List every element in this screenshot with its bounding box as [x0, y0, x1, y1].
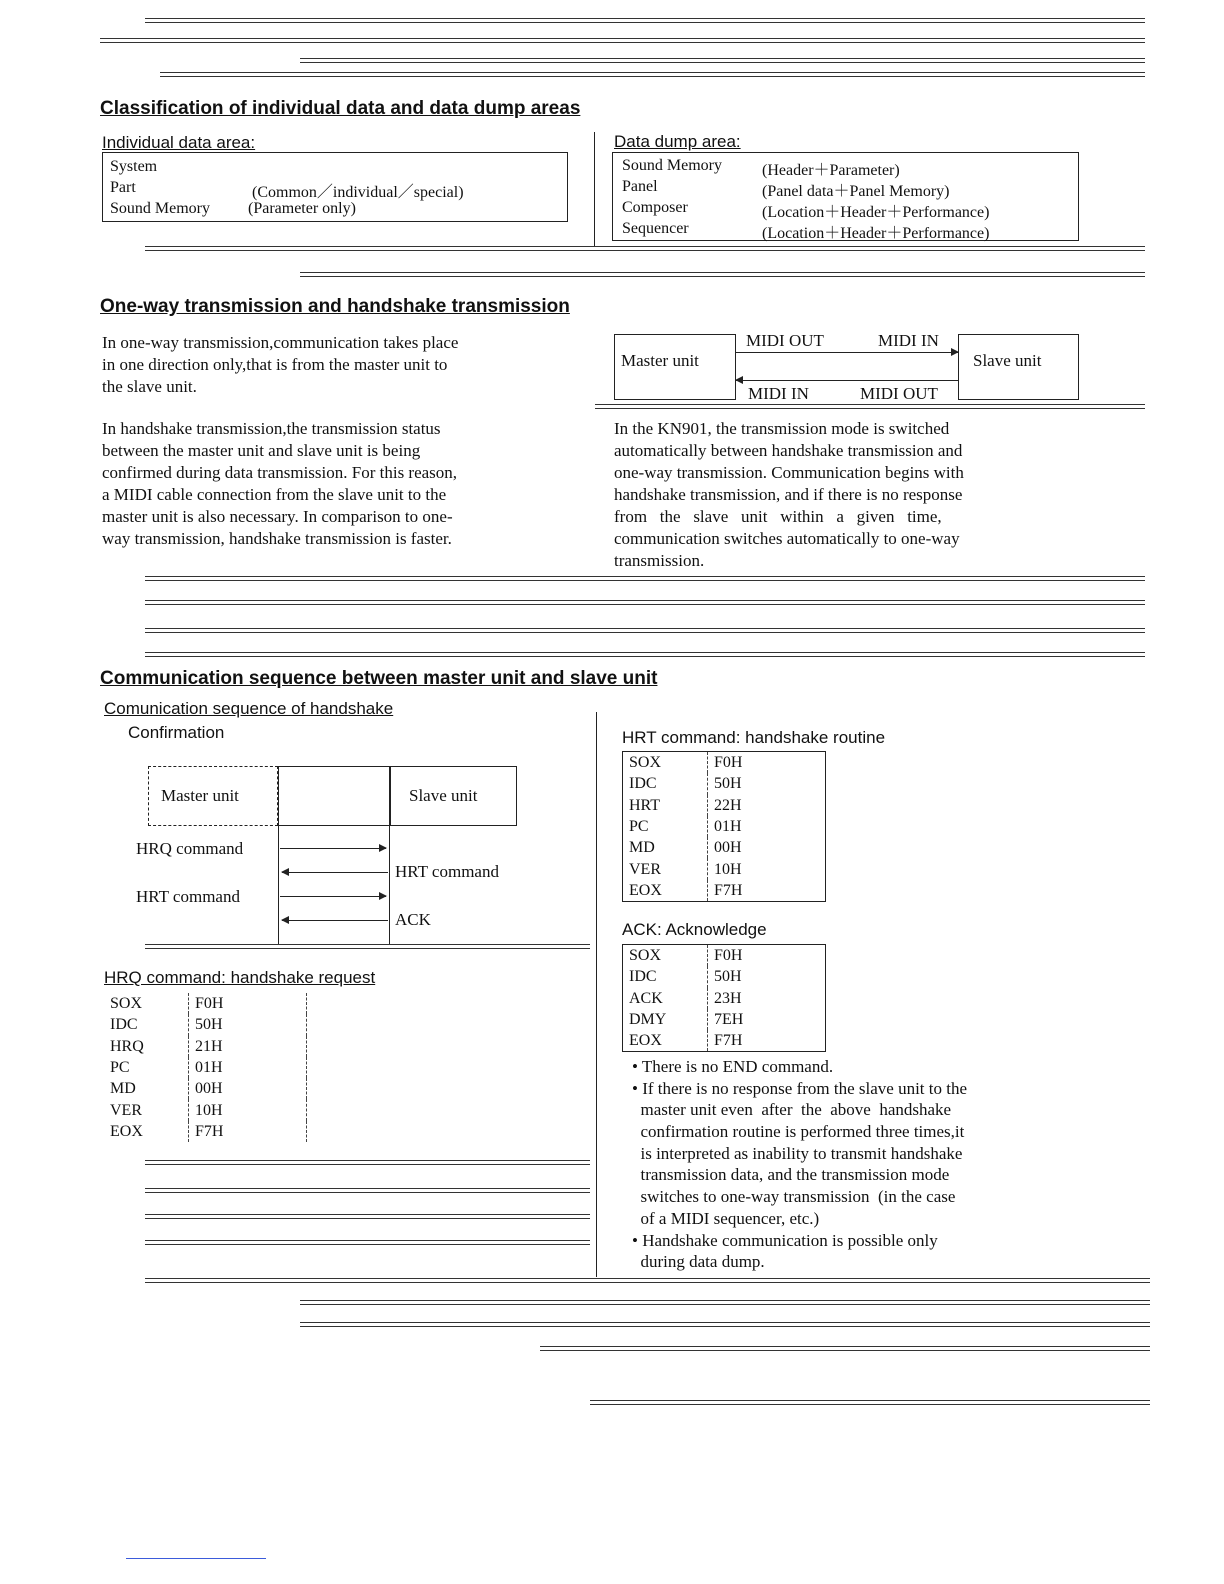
hrq-key: VER: [104, 1099, 189, 1120]
note-line: master unit even after the above handshake: [632, 1100, 952, 1119]
confirmation-label: Confirmation: [128, 723, 225, 742]
dump-row-name: Panel: [622, 178, 658, 195]
dump-row-desc: (Header＋Parameter): [762, 162, 900, 179]
handshake-subtitle: Comunication sequence of handshake: [104, 699, 394, 718]
ack-title: ACK: Acknowledge: [622, 920, 767, 939]
scan-noise: [145, 1214, 590, 1219]
slave-lifeline: [389, 826, 390, 944]
handshake-text-line: a MIDI cable connection from the slave unit to the: [102, 485, 447, 504]
scan-noise: [145, 576, 1145, 581]
hrt-value: 22H: [714, 796, 742, 814]
seq-gap-box: [278, 766, 390, 826]
scan-noise: [300, 1322, 1150, 1327]
handshake-text-line: way transmission, handshake transmission is faster.: [102, 529, 452, 548]
note-line: • There is no END command.: [632, 1057, 834, 1076]
ack-key: EOX: [623, 1030, 708, 1052]
dump-row-desc: (Panel data＋Panel Memory): [762, 183, 950, 200]
hrt-value: 50H: [714, 775, 742, 793]
scan-noise: [145, 652, 1145, 657]
handshake-text-line: master unit is also necessary. In comparison to one-: [102, 507, 453, 526]
kn901-text-line: automatically between handshake transmission and: [614, 441, 963, 460]
ack-key: ACK: [623, 988, 708, 1009]
hrq-value: 01H: [195, 1059, 223, 1077]
master-unit-label: Master unit: [621, 351, 699, 370]
note-line: is interpreted as inability to transmit handshake: [632, 1144, 963, 1163]
hrq-key: SOX: [104, 993, 189, 1014]
scan-noise: [300, 1300, 1150, 1305]
scan-noise: [145, 1278, 1150, 1283]
hrq-value: 50H: [195, 1016, 223, 1034]
note-line: of a MIDI sequencer, etc.): [632, 1209, 820, 1228]
seq-master-label: Master unit: [161, 786, 239, 805]
seq-ack-label: ACK: [395, 910, 431, 929]
footer-rule: [126, 1558, 266, 1559]
midi-in-label: MIDI IN: [878, 331, 939, 350]
hrq-value: 00H: [195, 1080, 223, 1098]
scan-noise: [145, 944, 590, 949]
individual-row-desc: (Parameter only): [248, 200, 356, 217]
hrt-key: HRT: [623, 795, 708, 816]
dump-row-name: Sound Memory: [622, 157, 722, 174]
kn901-text-line: handshake transmission, and if there is no response: [614, 485, 963, 504]
hrq-value: F7H: [195, 1122, 224, 1140]
ack-value: 7EH: [714, 1011, 744, 1029]
hrt-key: PC: [623, 816, 708, 837]
hrq-key: EOX: [104, 1121, 189, 1142]
section-title-transmission: One-way transmission and handshake transmission: [100, 296, 570, 317]
ack-table: [622, 944, 826, 1052]
note-line: • If there is no response from the slave unit to the: [632, 1079, 968, 1098]
hrt-title: HRT command: handshake routine: [622, 728, 886, 747]
handshake-text-line: confirmed during data transmission. For this reason,: [102, 463, 458, 482]
hrq-title: HRQ command: handshake request: [104, 968, 376, 987]
slave-unit-label: Slave unit: [973, 351, 1042, 370]
hrq-value: F0H: [195, 995, 224, 1013]
hrq-key: PC: [104, 1057, 189, 1078]
hrq-arrow: [280, 848, 386, 849]
individual-row-desc: (Common／individual／special): [252, 184, 464, 201]
scan-noise: [540, 1346, 1150, 1351]
hrq-key: IDC: [104, 1014, 189, 1035]
section-title-communication: Communication sequence between master unit and slave unit: [100, 668, 658, 689]
master-lifeline: [278, 826, 279, 944]
hrt-key: MD: [623, 837, 708, 858]
scan-noise: [145, 18, 1145, 23]
note-line: confirmation routine is performed three times,it: [632, 1122, 965, 1141]
kn901-text-line: In the KN901, the transmission mode is switched: [614, 419, 950, 438]
note-line: • Handshake communication is possible only: [632, 1231, 938, 1250]
hrq-value: 10H: [195, 1101, 223, 1119]
scan-noise: [145, 1160, 590, 1165]
ack-key: IDC: [623, 966, 708, 987]
dump-row-desc: (Location＋Header＋Performance): [762, 204, 990, 221]
hrt-key: EOX: [623, 880, 708, 902]
midi-out-label: MIDI OUT: [860, 384, 938, 403]
scan-noise: [145, 246, 1145, 251]
oneway-text-line: the slave unit.: [102, 377, 197, 396]
hrt-key: SOX: [623, 752, 708, 774]
scan-noise: [160, 72, 1145, 77]
midi-in-label: MIDI IN: [748, 384, 809, 403]
handshake-text-line: In handshake transmission,the transmission status: [102, 419, 441, 438]
hrq-key: HRQ: [104, 1036, 189, 1057]
dump-row-name: Composer: [622, 199, 688, 216]
hrt-key: VER: [623, 858, 708, 879]
ack-value: F7H: [714, 1032, 743, 1050]
oneway-text-line: in one direction only,that is from the master unit to: [102, 355, 448, 374]
oneway-text-line: In one-way transmission,communication takes place: [102, 333, 459, 352]
scan-noise: [145, 1240, 590, 1245]
ack-key: DMY: [623, 1009, 708, 1030]
ack-value: 23H: [714, 989, 742, 1007]
hrt-value: 00H: [714, 839, 742, 857]
hrt-arrow: [280, 896, 386, 897]
note-line: transmission data, and the transmission mode: [632, 1165, 950, 1184]
hrq-table: [104, 993, 307, 1142]
seq-hrt-right-label: HRT command: [395, 862, 499, 881]
ack-value: F0H: [714, 947, 743, 965]
seq-hrt-left-label: HRT command: [136, 887, 240, 906]
hrq-value: 21H: [195, 1037, 223, 1055]
hrt-value: F0H: [714, 754, 743, 772]
hrt-return-arrow: [282, 872, 388, 873]
seq-hrq-label: HRQ command: [136, 839, 244, 858]
section-title-classification: Classification of individual data and data dump areas: [100, 98, 581, 119]
individual-row-name: System: [110, 158, 158, 175]
ack-value: 50H: [714, 968, 742, 986]
midi-out-label: MIDI OUT: [746, 331, 824, 350]
hrq-key: MD: [104, 1078, 189, 1099]
scan-noise: [145, 600, 1145, 605]
scan-noise: [595, 404, 1145, 409]
hrt-value: 01H: [714, 818, 742, 836]
hrt-table: [622, 751, 826, 902]
individual-area-heading: Individual data area:: [102, 133, 256, 152]
note-line: during data dump.: [632, 1252, 765, 1271]
individual-row-name: Part: [110, 179, 136, 196]
ack-key: SOX: [623, 945, 708, 967]
individual-row-name: Sound Memory: [110, 200, 210, 217]
midi-forward-arrow: [736, 352, 958, 353]
scan-noise: [300, 58, 1145, 63]
hrt-value: 10H: [714, 860, 742, 878]
kn901-text-line: from the slave unit within a given time,: [614, 507, 942, 526]
column-divider: [596, 712, 597, 1277]
scan-noise: [300, 272, 1145, 277]
dump-area-heading: Data dump area:: [614, 132, 741, 151]
midi-return-arrow: [736, 380, 958, 381]
hrt-key: IDC: [623, 773, 708, 794]
ack-return-arrow: [282, 920, 388, 921]
kn901-text-line: transmission.: [614, 551, 705, 570]
hrt-value: F7H: [714, 881, 743, 899]
scan-noise: [590, 1400, 1150, 1405]
scan-noise: [100, 38, 1145, 43]
dump-row-name: Sequencer: [622, 220, 689, 237]
note-line: switches to one-way transmission (in the case: [632, 1187, 956, 1206]
scan-noise: [145, 628, 1145, 633]
column-divider: [594, 132, 595, 247]
kn901-text-line: one-way transmission. Communication begins with: [614, 463, 964, 482]
scan-noise: [145, 1188, 590, 1193]
kn901-text-line: communication switches automatically to one-way: [614, 529, 960, 548]
seq-slave-label: Slave unit: [409, 786, 478, 805]
handshake-text-line: between the master unit and slave unit is being: [102, 441, 421, 460]
dump-row-desc: (Location＋Header＋Performance): [762, 225, 990, 242]
